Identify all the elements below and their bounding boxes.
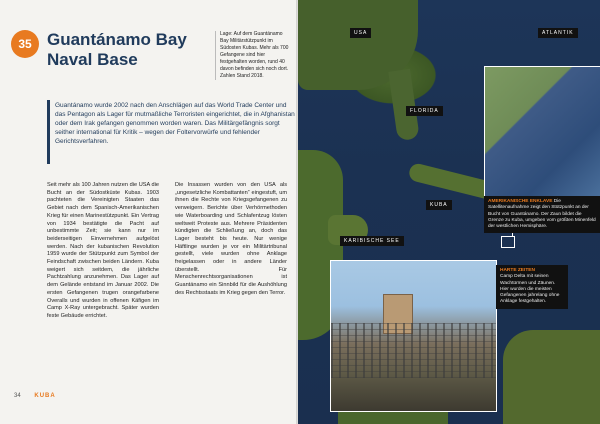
aerial-photo-inset <box>484 66 600 198</box>
map-label-florida: FLORIDA <box>406 106 443 116</box>
left-page <box>0 0 298 424</box>
aerial-caption-text: Die Satellitenaufnahme zeigt den Stützpunkt an der Bucht von Guantánamo. Der Zaun bildet die Grenze zu Kuba, umgeben vom größten Minenfeld der westlichen Hemisphäre. <box>488 199 596 230</box>
body-column-2: Die Insassen wurden von den USA als „ungesetzliche Kombattanten“ eingestuft, um ihnen die Rechte von Kriegsgefangenen zu verweigern. Berichte über Verhörmethoden wie Waterboarding und Schlafentzug lösten weltweit Proteste aus. Mehrere Präsidenten kündigten die Schließung an, doch das Lager besteht bis heute. Nur wenige Häftlinge wurden je vor ein Militärtribunal gestellt, viele wurden ohne Anklage freigelassen oder in andere Länder überstellt. Für Menschenrechtsorganisationen ist Guantánamo ein Sinnbild für die Aushöhlung des Rechtsstaats im Krieg gegen den Terror. <box>175 182 287 296</box>
map-label-karibische-see: KARIBISCHE SEE <box>340 236 404 246</box>
right-page-map <box>298 0 600 424</box>
south-america-landmass <box>503 330 600 424</box>
page-number: 34 <box>14 393 21 399</box>
fence-shape <box>331 323 496 378</box>
camp-caption-text: Camp Delta mit seinen Wachtürmen und Zäunen. Hier wurden die meisten Gefangenen jahrelang ohne Anklage festgehalten. <box>500 274 560 305</box>
camp-photo <box>330 260 497 412</box>
map-label-atlantik: ATLANTIK <box>538 28 578 38</box>
page-footer <box>14 393 56 399</box>
aerial-caption-heading: AMERIKANISCHE ENKLAVE <box>488 199 553 204</box>
florida-landmass <box>388 69 420 141</box>
sidebar-note: Lage: Auf dem Guantánamo Bay Militärstützpunkt im Südosten Kubas. Mehr als 700 Gefangene sind hier festgehalten worden, rund 40 davon befinden sich noch dort. Zahlen Stand 2018. <box>215 31 290 80</box>
map-label-usa: USA <box>350 28 371 38</box>
camp-caption-heading: HARTE ZEITEN <box>500 268 535 273</box>
map-label-kuba: KUBA <box>426 200 452 210</box>
camp-photo-caption <box>496 265 568 309</box>
body-column-1: Seit mehr als 100 Jahren nutzen die USA die Bucht an der Südostküste Kubas. 1903 pachteten die Vereinigten Staaten das Gebiet nach dem Spanisch-Amerikanischen Krieg für einen Marinestützpunkt. Ein Vertrag von 1934 bestätigte die Pacht auf unbestimmte Zeit; sie kann nur im beiderseitigen Einvernehmen aufgelöst werden. Nach der kubanischen Revolution 1959 wurde der Stützpunkt zum Symbol der Feindschaft zwischen beiden Ländern. Kuba weigert sich seitdem, die jährliche Pachtzahlung anzunehmen. Das Lager auf dem Gelände entstand im Januar 2002. Die ersten Gefangenen trugen orangefarbene Overalls und wurden in offenen Käfigen im Camp X-Ray untergebracht. Später wurden feste Gebäude errichtet. <box>47 182 159 319</box>
aerial-photo-caption <box>484 196 600 233</box>
lead-paragraph: Guantánamo wurde 2002 nach den Anschlägen auf das World Trade Center und das Pentagon als Lager für mutmaßliche Terroristen eingerichtet, die in Afghanistan oder dem Irak gefangen genommen worden waren. Das Militärgefängnis sorgt seither international für Kritik – wegen der Foltervorwürfe und fehlender Gerichtsverfahren. <box>55 102 295 145</box>
section-label: KUBA <box>34 393 56 399</box>
page-title: Guantánamo Bay Naval Base <box>47 30 187 69</box>
chapter-number-badge: 35 <box>11 30 39 58</box>
guantanamo-location-marker <box>501 236 515 248</box>
